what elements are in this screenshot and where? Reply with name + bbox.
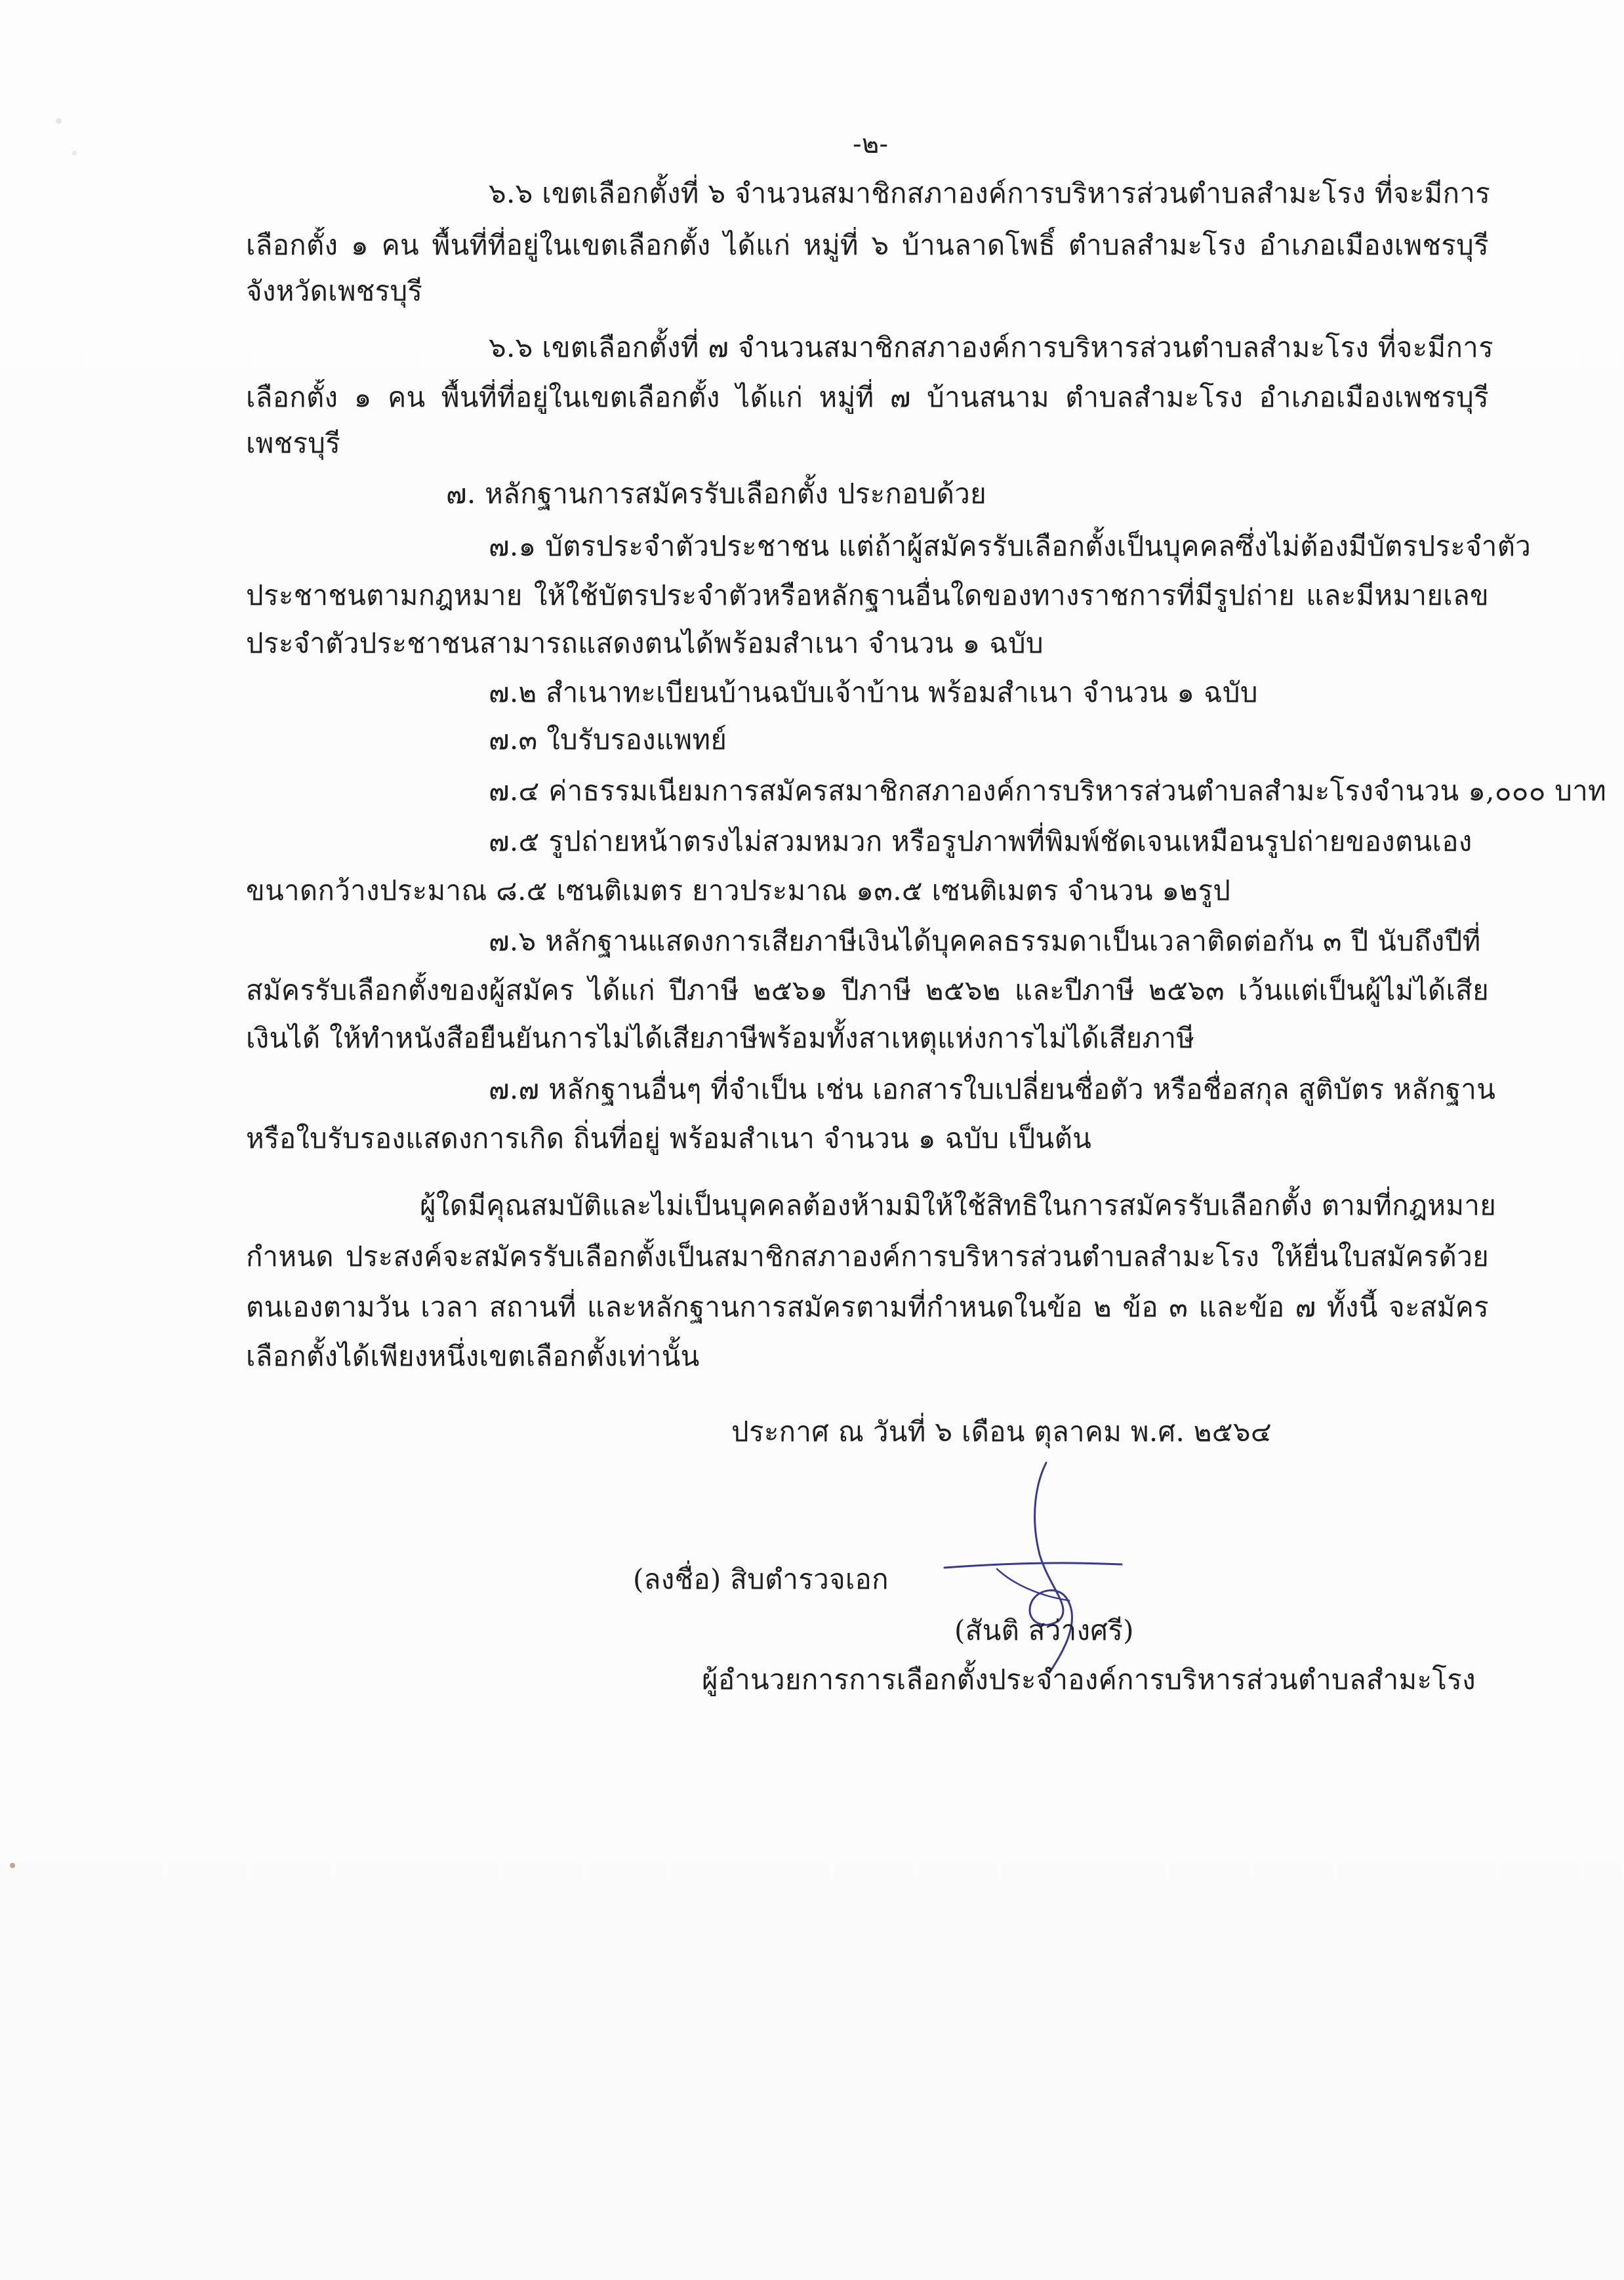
body-line: ๗.๔ ค่าธรรมเนียมการสมัครสมาชิกสภาองค์การบริหารส่วนตำบลสำมะโรงจำนวน ๑,๐๐๐ บาท bbox=[489, 775, 1607, 807]
body-line: ๖.๖ เขตเลือกตั้งที่ ๗ จำนวนสมาชิกสภาองค์การบริหารส่วนตำบลสำมะโรง ที่จะมีการ bbox=[489, 331, 1493, 363]
body-line: ๗.๗ หลักฐานอื่นๆ ที่จำเป็น เช่น เอกสารใบเปลี่ยนชื่อตัว หรือชื่อสกุล สูติบัตร หลักฐาน bbox=[489, 1073, 1496, 1105]
page-number: -๒- bbox=[853, 129, 889, 159]
body-line: ๖.๖ เขตเลือกตั้งที่ ๖ จำนวนสมาชิกสภาองค์การบริหารส่วนตำบลสำมะโรง ที่จะมีการ bbox=[489, 177, 1491, 209]
signer-title: ผู้อำนวยการการเลือกตั้งประจำองค์การบริหารส่วนตำบลสำมะโรง bbox=[702, 1663, 1476, 1696]
body-line: ๗.๓ ใบรับรองแพทย์ bbox=[489, 723, 727, 756]
signer-name: (สันติ สว่างศรี) bbox=[954, 1614, 1134, 1646]
body-line: ประจำตัวประชาชนสามารถแสดงตนได้พร้อมสำเนา จำนวน ๑ ฉบับ bbox=[246, 627, 1044, 659]
body-line: จังหวัดเพชรบุรี bbox=[246, 275, 423, 307]
signed-prefix: (ลงชื่อ) สิบตำรวจเอก bbox=[633, 1563, 889, 1595]
body-line: เลือกตั้ง ๑ คน พื้นที่ที่อยู่ในเขตเลือกตั้ง ได้แก่ หมู่ที่ ๗ บ้านสนาม ตำบลสำมะโรง อำเภอเมืองเพชรบุรี bbox=[246, 381, 1489, 413]
body-line: ๗.๖ หลักฐานแสดงการเสียภาษีเงินได้บุคคลธรรมดาเป็นเวลาติดต่อกัน ๓ ปี นับถึงปีที่ bbox=[489, 925, 1481, 957]
body-line: ขนาดกว้างประมาณ ๘.๕ เซนติเมตร ยาวประมาณ ๑๓.๕ เซนติเมตร จำนวน ๑๒รูป bbox=[246, 874, 1231, 906]
body-line: เลือกตั้ง ๑ คน พื้นที่ที่อยู่ในเขตเลือกตั้ง ได้แก่ หมู่ที่ ๖ บ้านลาดโพธิ์ ตำบลสำมะโรง อำเภอเมืองเพชรบุรี bbox=[246, 229, 1489, 261]
paper-speck bbox=[10, 1863, 15, 1868]
announcement-date: ประกาศ ณ วันที่ ๖ เดือน ตุลาคม พ.ศ. ๒๕๖๔ bbox=[731, 1415, 1272, 1448]
paper-speck bbox=[72, 151, 77, 155]
paper-speck bbox=[56, 118, 62, 124]
body-line: ๗.๒ สำเนาทะเบียนบ้านฉบับเจ้าบ้าน พร้อมสำเนา จำนวน ๑ ฉบับ bbox=[489, 676, 1258, 708]
body-line: ๗.๕ รูปถ่ายหน้าตรงไม่สวมหมวก หรือรูปภาพที่พิมพ์ชัดเจนเหมือนรูปถ่ายของตนเอง bbox=[489, 825, 1472, 857]
section-heading: ๗. หลักฐานการสมัครรับเลือกตั้ง ประกอบด้วย bbox=[446, 478, 987, 510]
body-line: ๗.๑ บัตรประจำตัวประชาชน แต่ถ้าผู้สมัครรับเลือกตั้งเป็นบุคคลซึ่งไม่ต้องมีบัตรประจำตัว bbox=[489, 530, 1532, 562]
body-line: ตนเองตามวัน เวลา สถานที่ และหลักฐานการสมัครตามที่กำหนดในข้อ ๒ ข้อ ๓ และข้อ ๗ ทั้งนี้ จะสมัคร bbox=[246, 1291, 1489, 1323]
body-line: สมัครรับเลือกตั้งของผู้สมัคร ได้แก่ ปีภาษี ๒๕๖๑ ปีภาษี ๒๕๖๒ และปีภาษี ๒๕๖๓ เว้นแต่เป็นผู้ไม่ได้เสีย bbox=[246, 974, 1489, 1006]
body-line: ประชาชนตามกฎหมาย ให้ใช้บัตรประจำตัวหรือหลักฐานอื่นใดของทางราชการที่มีรูปถ่าย และมีหมายเลข bbox=[246, 579, 1489, 611]
body-line: กำหนด ประสงค์จะสมัครรับเลือกตั้งเป็นสมาชิกสภาองค์การบริหารส่วนตำบลสำมะโรง ให้ยื่นใบสมัครด้วย bbox=[246, 1240, 1489, 1272]
body-line: เงินได้ ให้ทำหนังสือยืนยันการไม่ได้เสียภาษีพร้อมทั้งสาเหตุแห่งการไม่ได้เสียภาษี bbox=[246, 1022, 1195, 1054]
body-line: หรือใบรับรองแสดงการเกิด ถิ่นที่อยู่ พร้อมสำเนา จำนวน ๑ ฉบับ เป็นต้น bbox=[246, 1122, 1092, 1154]
body-line: ผู้ใดมีคุณสมบัติและไม่เป็นบุคคลต้องห้ามมิให้ใช้สิทธิในการสมัครรับเลือกตั้ง ตามที่กฎหมาย bbox=[420, 1189, 1497, 1221]
body-line: เลือกตั้งได้เพียงหนึ่งเขตเลือกตั้งเท่านั้น bbox=[246, 1340, 700, 1372]
body-line: เพชรบุรี bbox=[246, 427, 341, 459]
